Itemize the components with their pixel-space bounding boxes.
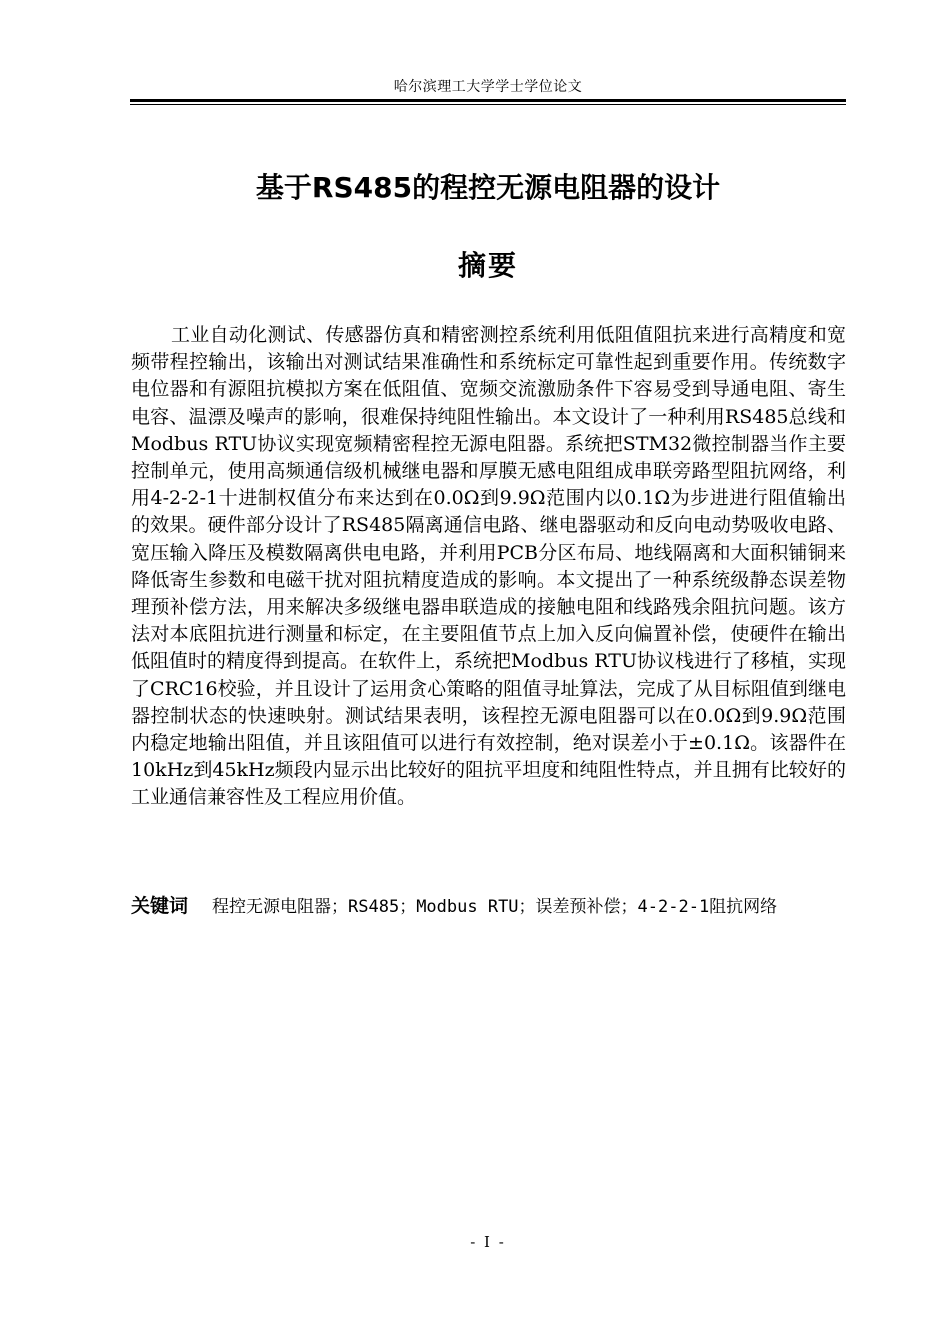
running-header: 哈尔滨理工大学学士学位论文 <box>393 79 583 95</box>
keywords-text: 程控无源电阻器；RS485；Modbus RTU；误差预补偿；4-2-2-1阻抗网络 <box>212 897 778 917</box>
page-number: - I - <box>470 1233 506 1251</box>
abstract-body: 工业自动化测试、传感器仿真和精密测控系统利用低阻值阻抗来进行高精度和宽频带程控输出，该输出对测试结果准确性和系统标定可靠性起到重要作用。传统数字电位器和有源阻抗模拟方案在低阻值、宽频交流激励条件下容易受到导通电阻、寄生电容、温漂及噪声的影响，很难保持纯阻性输出。本文设计了一种利用RS485总线和Modbus RTU协议实现宽频精密程控无源电阻器。系统把STM32微控制器当作主要控制单元，使用高频通信级机械继电器和厚膜无感电阻组成串联旁路型阻抗网络，利用4-2-2-1十进制权值分布来达到在0.0Ω到9.9Ω范围内以0.1Ω为步进进行阻值输出的效果。硬件部分设计了RS485隔离通信电路、继电器驱动和反向电动势吸收电路、宽压输入降压及模数隔离供电电路，并利用PCB分区布局、地线隔离和大面积铺铜来降低寄生参数和电磁干扰对阻抗精度造成的影响。本文提出了一种系统级静态误差物理预补偿方法，用来解决多级继电器串联造成的接触电阻和线路残余阻抗问题。该方法对本底阻抗进行测量和标定，在主要阻值节点上加入反向偏置补偿，使硬件在输出低阻值时的精度得到提高。在软件上，系统把Modbus RTU协议栈进行了移植，实现了CRC16校验，并且设计了运用贪心策略的阻值寻址算法，完成了从目标阻值到继电器控制状态的快速映射。测试结果表明，该程控无源电阻器可以在0.0Ω到9.9Ω范围内稳定地输出阻值，并且该阻值可以进行有效控制，绝对误差小于±0.1Ω。该器件在10kHz到45kHz频段内显示出比较好的阻抗平坦度和纯阻性特点，并且拥有比较好的工业通信兼容性及工程应用价值。 <box>131 324 846 809</box>
abstract-heading: 摘要 <box>457 249 518 282</box>
keywords-line <box>131 893 846 921</box>
keywords-label: 关键词 <box>131 895 189 917</box>
header-rule-thick <box>130 99 846 102</box>
thesis-title: 基于RS485的程控无源电阻器的设计 <box>255 171 721 204</box>
header-rule-thin <box>130 104 846 105</box>
